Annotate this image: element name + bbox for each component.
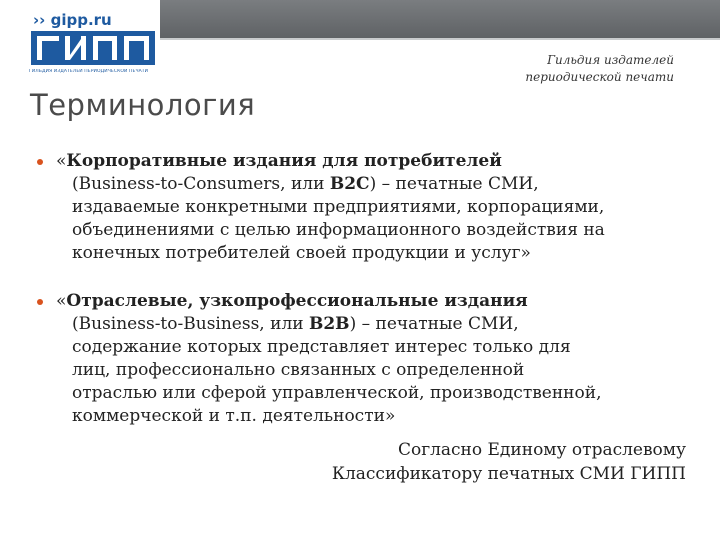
source-line-1: Согласно Единому отраслевому (397, 440, 686, 460)
quote-open: « (56, 291, 67, 311)
guild-name (474, 52, 674, 86)
bullet-line (56, 313, 696, 336)
page-title: Терминология (30, 88, 256, 122)
source-note (332, 438, 686, 486)
bullet-line (56, 290, 696, 313)
quote-open: « (56, 151, 67, 171)
bullet-line (56, 150, 696, 173)
bullet-line: издаваемые конкретными предприятиями, корпорациями, (72, 197, 605, 217)
bullet-line (56, 173, 696, 196)
bullet-line: конечных потребителей своей продукции и услуг» (72, 243, 531, 263)
text-fragment: ) – печатные СМИ, (369, 174, 539, 194)
logo-caption: ГИЛЬДИЯ ИЗДАТЕЛЕЙ ПЕРИОДИЧЕСКОЙ ПЕЧАТИ (29, 69, 149, 74)
bullet-line: коммерческой и т.п. деятельности» (72, 406, 396, 426)
gipp-logo-icon (31, 31, 155, 65)
abbr-bold: B2C (329, 174, 370, 194)
bullet-dot-icon (37, 159, 43, 165)
guild-line-1: Гильдия издателей (547, 53, 674, 67)
header-bar-divider (160, 38, 720, 40)
abbr-bold: B2B (308, 314, 350, 334)
bullet-line: лиц, профессионально связанных с определенной (72, 360, 525, 380)
bullet-b2b (56, 290, 696, 428)
bullet-line: отраслью или сферой управленческой, производственной, (72, 383, 602, 403)
bullet-b2c (56, 150, 696, 265)
bullet-line: содержание которых представляет интерес только для (72, 337, 571, 357)
term-bold: Корпоративные издания для потребителей (66, 151, 502, 171)
term-bold: Отраслевые, узкопрофессиональные издания (66, 291, 528, 311)
logo-url: ›› gipp.ru (33, 11, 112, 29)
source-line-2: Классификатору печатных СМИ ГИПП (331, 464, 686, 484)
gipp-logo[interactable] (27, 9, 157, 77)
text-fragment: (Business-to-Business, или (72, 314, 309, 334)
header-bar (160, 0, 720, 38)
text-fragment: ) – печатные СМИ, (349, 314, 519, 334)
text-fragment: (Business-to-Consumers, или (72, 174, 330, 194)
bullet-dot-icon (37, 299, 43, 305)
guild-line-2: периодической печати (525, 70, 674, 84)
bullet-line: объединениями с целью информационного воздействия на (72, 220, 605, 240)
